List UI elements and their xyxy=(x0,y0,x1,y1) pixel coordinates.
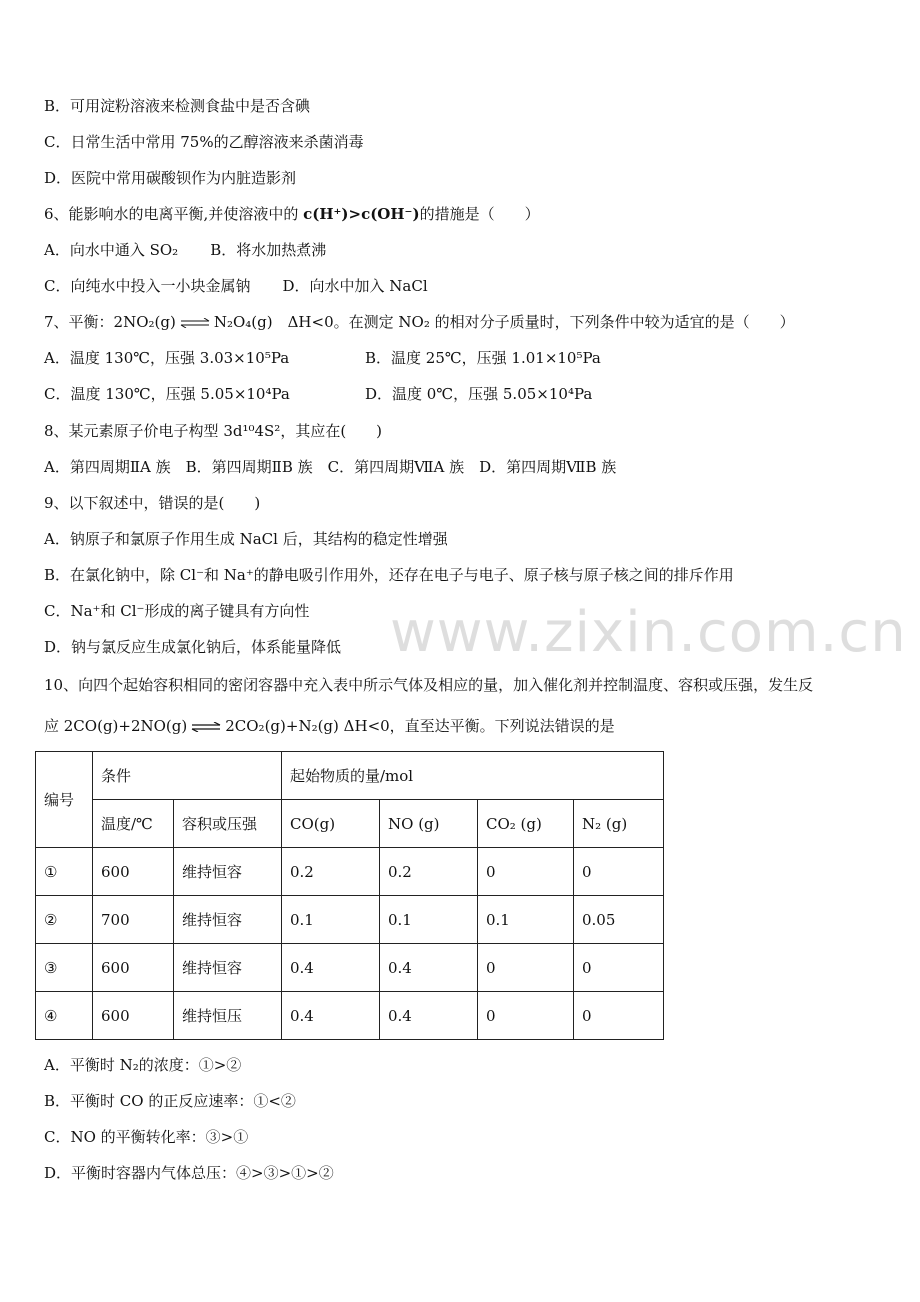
table-cell: 700 xyxy=(93,896,174,944)
table-cell: 0 xyxy=(478,992,574,1040)
q6-stem-end: 的措施是（ ） xyxy=(419,205,540,223)
table-cell: 维持恒压 xyxy=(174,992,282,1040)
table-cell: ① xyxy=(36,848,93,896)
q7-option-b: B．温度 25℃，压强 1.01×10⁵Pa xyxy=(365,349,601,367)
q10-option-c: C．NO 的平衡转化率：③>① xyxy=(44,1128,249,1146)
q9-option-b: B．在氯化钠中，除 Cl⁻和 Na⁺的静电吸引作用外，还存在电子与电子、原子核与原子核之间的排斥作用 xyxy=(44,566,734,584)
watermark: www.zixin.com.cn xyxy=(390,600,907,665)
table-cell: 600 xyxy=(93,992,174,1040)
q10-stem-reactants: 应 2CO(g)+2NO(g) xyxy=(44,717,188,735)
table-cell: ④ xyxy=(36,992,93,1040)
q6-stem-text: 6、能影响水的电离平衡,并使溶液中的 xyxy=(44,205,304,223)
table-header-row xyxy=(36,752,664,800)
q6-option-a: A．向水中通入 SO₂ xyxy=(44,241,179,259)
table-cell: 600 xyxy=(93,848,174,896)
q10-option-d: D．平衡时容器内气体总压：④>③>①>② xyxy=(44,1164,334,1182)
equilibrium-arrow-icon xyxy=(180,318,210,328)
table-row xyxy=(36,944,664,992)
table-cell: 0.1 xyxy=(478,896,574,944)
table-cell: 0.2 xyxy=(282,848,380,896)
header-n2: N₂ (g) xyxy=(574,800,664,848)
header-co: CO(g) xyxy=(282,800,380,848)
table-cell: 0.4 xyxy=(282,944,380,992)
table-cell: 0.1 xyxy=(380,896,478,944)
header-volume-pressure: 容积或压强 xyxy=(174,800,282,848)
q8-stem: 8、某元素原子价电子构型 3d¹⁰4S²，其应在( ) xyxy=(44,422,383,440)
q9-option-d: D．钠与氯反应生成氯化钠后，体系能量降低 xyxy=(44,638,342,656)
table-cell: 维持恒容 xyxy=(174,896,282,944)
q9-option-c: C．Na⁺和 Cl⁻形成的离子键具有方向性 xyxy=(44,602,310,620)
q8-options: A．第四周期ⅡA 族 B．第四周期ⅡB 族 C．第四周期ⅦA 族 D．第四周期ⅦB 族 xyxy=(44,458,617,476)
table-cell: 0 xyxy=(574,848,664,896)
table-cell: 0.1 xyxy=(282,896,380,944)
q6-option-c: C．向纯水中投入一小块金属钠 xyxy=(44,277,251,295)
header-temperature: 温度/℃ xyxy=(93,800,174,848)
table-cell: 0.4 xyxy=(282,992,380,1040)
header-no: NO (g) xyxy=(380,800,478,848)
table-cell: 0.4 xyxy=(380,992,478,1040)
table-cell: ③ xyxy=(36,944,93,992)
header-initial-amount: 起始物质的量/mol xyxy=(282,752,664,800)
header-co2: CO₂ (g) xyxy=(478,800,574,848)
q10-option-a: A．平衡时 N₂的浓度：①>② xyxy=(44,1056,242,1074)
q6-options-ab xyxy=(44,240,326,260)
q5-option-d: D．医院中常用碳酸钡作为内脏造影剂 xyxy=(44,169,297,187)
q7-option-a: A．温度 130℃，压强 3.03×10⁵Pa xyxy=(44,349,290,367)
table-cell: 0 xyxy=(574,944,664,992)
header-id: 编号 xyxy=(36,752,93,848)
table-cell: 维持恒容 xyxy=(174,944,282,992)
table-cell: 0 xyxy=(478,944,574,992)
table-cell: 0.05 xyxy=(574,896,664,944)
q10-data-table xyxy=(35,751,664,1040)
q9-option-a: A．钠原子和氯原子作用生成 NaCl 后，其结构的稳定性增强 xyxy=(44,530,448,548)
q10-stem-products: 2CO₂(g)+N₂(g) ΔH<0，直至达平衡。下列说法错误的是 xyxy=(225,717,615,735)
q6-option-b: B．将水加热煮沸 xyxy=(210,241,327,259)
q5-option-c: C．日常生活中常用 75%的乙醇溶液来杀菌消毒 xyxy=(44,133,364,151)
table-row xyxy=(36,992,664,1040)
q7-stem-rest: N₂O₄(g) ΔH<0。在测定 NO₂ 的相对分子质量时，下列条件中较为适宜的是（ ） xyxy=(213,313,795,331)
q5-option-b: B．可用淀粉溶液来检测食盐中是否含碘 xyxy=(44,97,311,115)
table-cell: 0.2 xyxy=(380,848,478,896)
q9-stem: 9、以下叙述中，错误的是( ) xyxy=(44,494,261,512)
q10-option-b: B．平衡时 CO 的正反应速率：①<② xyxy=(44,1092,296,1110)
q6-stem-formula: c(H⁺)>c(OH⁻) xyxy=(303,205,420,223)
q7-stem-text: 7、平衡：2NO₂(g) xyxy=(44,313,176,331)
table-cell: ② xyxy=(36,896,93,944)
q10-stem-line2 xyxy=(44,716,615,736)
header-conditions: 条件 xyxy=(93,752,282,800)
q7-option-c: C．温度 130℃，压强 5.05×10⁴Pa xyxy=(44,385,290,403)
q7-option-d: D．温度 0℃，压强 5.05×10⁴Pa xyxy=(365,385,593,403)
q6-option-d: D．向水中加入 NaCl xyxy=(282,277,428,295)
table-subheader-row xyxy=(36,800,664,848)
q6-stem xyxy=(44,204,540,224)
table-cell: 0 xyxy=(478,848,574,896)
table-row xyxy=(36,848,664,896)
table-cell: 维持恒容 xyxy=(174,848,282,896)
table-cell: 600 xyxy=(93,944,174,992)
q10-stem-line1: 10、向四个起始容积相同的密闭容器中充入表中所示气体及相应的量，加入催化剂并控制温度、容积或压强，发生反 xyxy=(44,676,814,694)
q7-stem xyxy=(44,312,795,332)
equilibrium-arrow-icon xyxy=(191,722,221,732)
table-cell: 0.4 xyxy=(380,944,478,992)
table-row xyxy=(36,896,664,944)
q6-options-cd xyxy=(44,276,428,296)
table-cell: 0 xyxy=(574,992,664,1040)
